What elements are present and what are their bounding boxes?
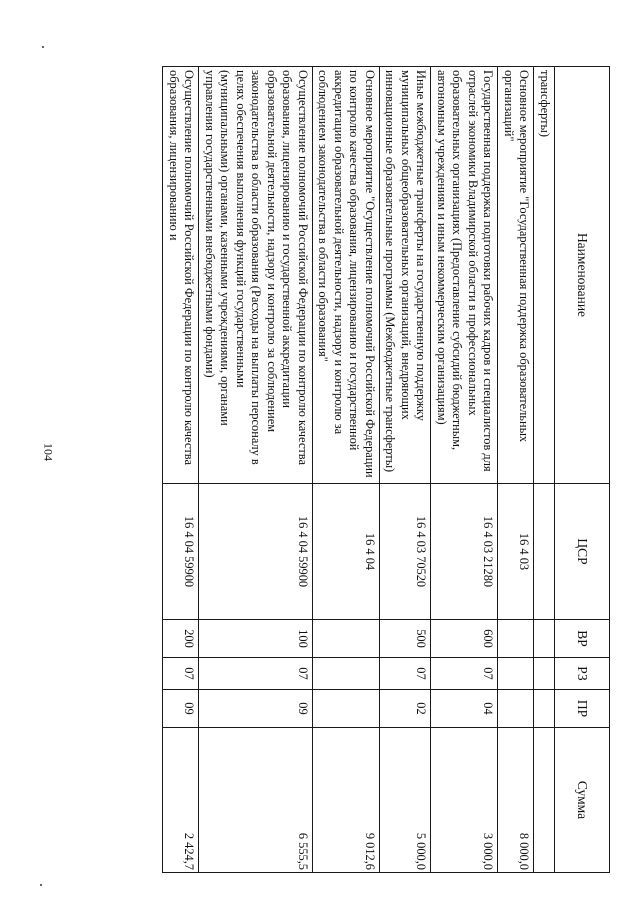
cell-name: Осуществление полномочий Российской Федерации по контролю качества образования, лицензированию и государственной аккредитации образовательной деятельности, надзору и контролю за соблюдением законодательства в области образования (Расходы на выплаты персоналу в целях обеспечения выполнения функций государственными (муниципальными) органами, казенными учреждениями, органами управления государственными внебюджетными фондами) bbox=[199, 67, 313, 484]
cell-rz: 07 bbox=[380, 658, 432, 690]
cell-csr: 16 4 03 70520 bbox=[380, 484, 432, 620]
table-row bbox=[498, 67, 534, 873]
scan-speck bbox=[42, 46, 44, 48]
cell-pr: 02 bbox=[380, 690, 432, 728]
cell-name: Основное мероприятие "Осуществление полномочий Российской Федерации по контролю качества образования, лицензированию и государственной аккредитации образовательной деятельности, надзору и контролю за соблюдением законодательства в области образования" bbox=[313, 67, 380, 484]
cell-pr bbox=[534, 690, 555, 728]
cell-sum: 8 000,0 bbox=[498, 728, 534, 873]
rotated-page-content bbox=[82, 66, 610, 872]
cell-pr bbox=[498, 690, 534, 728]
cell-csr: 16 4 04 bbox=[313, 484, 380, 620]
cell-pr: 09 bbox=[163, 690, 199, 728]
cell-sum: 5 000,0 bbox=[380, 728, 432, 873]
cell-csr: 16 4 03 bbox=[498, 484, 534, 620]
cell-name: Основное мероприятие "Государственная поддержка образовательных организаций" bbox=[498, 67, 534, 484]
cell-csr: 16 4 03 21280 bbox=[431, 484, 498, 620]
cell-vr bbox=[534, 620, 555, 658]
cell-sum: 6 555,5 bbox=[199, 728, 313, 873]
table-row bbox=[163, 67, 199, 873]
table-row bbox=[199, 67, 313, 873]
cell-name: Иные межбюджетные трансферты на государственную поддержку муниципальных общеобразовательных организаций, внедряющих инновационные образовательные программы (Межбюджетные трансферты) bbox=[380, 67, 432, 484]
cell-pr: 09 bbox=[199, 690, 313, 728]
page-number: 104 bbox=[41, 443, 56, 461]
scan-speck bbox=[40, 884, 42, 886]
column-header-rz: РЗ bbox=[555, 658, 610, 690]
table-row bbox=[431, 67, 498, 873]
table-row bbox=[534, 67, 555, 873]
cell-vr bbox=[313, 620, 380, 658]
cell-rz: 07 bbox=[163, 658, 199, 690]
cell-rz bbox=[313, 658, 380, 690]
cell-vr: 100 bbox=[199, 620, 313, 658]
cell-sum: 2 424,7 bbox=[163, 728, 199, 873]
cell-csr bbox=[534, 484, 555, 620]
cell-pr bbox=[313, 690, 380, 728]
table-row bbox=[380, 67, 432, 873]
column-header-sum: Сумма bbox=[555, 728, 610, 873]
column-header-pr: ПР bbox=[555, 690, 610, 728]
cell-sum: 9 012,6 bbox=[313, 728, 380, 873]
column-header-csr: ЦСР bbox=[555, 484, 610, 620]
cell-sum bbox=[534, 728, 555, 873]
cell-csr: 16 4 04 59900 bbox=[199, 484, 313, 620]
cell-rz bbox=[498, 658, 534, 690]
cell-vr: 600 bbox=[431, 620, 498, 658]
table-row bbox=[313, 67, 380, 873]
cell-rz: 07 bbox=[199, 658, 313, 690]
column-header-name: Наименование bbox=[555, 67, 610, 484]
budget-table bbox=[163, 66, 611, 873]
cell-csr: 16 4 04 59900 bbox=[163, 484, 199, 620]
cell-sum: 3 000,0 bbox=[431, 728, 498, 873]
column-header-vr: ВР bbox=[555, 620, 610, 658]
cell-name: трансферты) bbox=[534, 67, 555, 484]
cell-rz: 07 bbox=[431, 658, 498, 690]
cell-vr: 200 bbox=[163, 620, 199, 658]
cell-rz bbox=[534, 658, 555, 690]
cell-name: Осуществление полномочий Российской Федерации по контролю качества образования, лицензированию и bbox=[163, 67, 199, 484]
table-header-row bbox=[555, 67, 610, 873]
cell-pr: 04 bbox=[431, 690, 498, 728]
cell-name: Государственная поддержка подготовки рабочих кадров и специалистов для отраслей экономики Владимирской области в профессиональных образовательных организациях (Предоставление субсидий бюджетным, автономным учреждениям и иным некоммерческим организациям) bbox=[431, 67, 498, 484]
cell-vr: 500 bbox=[380, 620, 432, 658]
cell-vr bbox=[498, 620, 534, 658]
